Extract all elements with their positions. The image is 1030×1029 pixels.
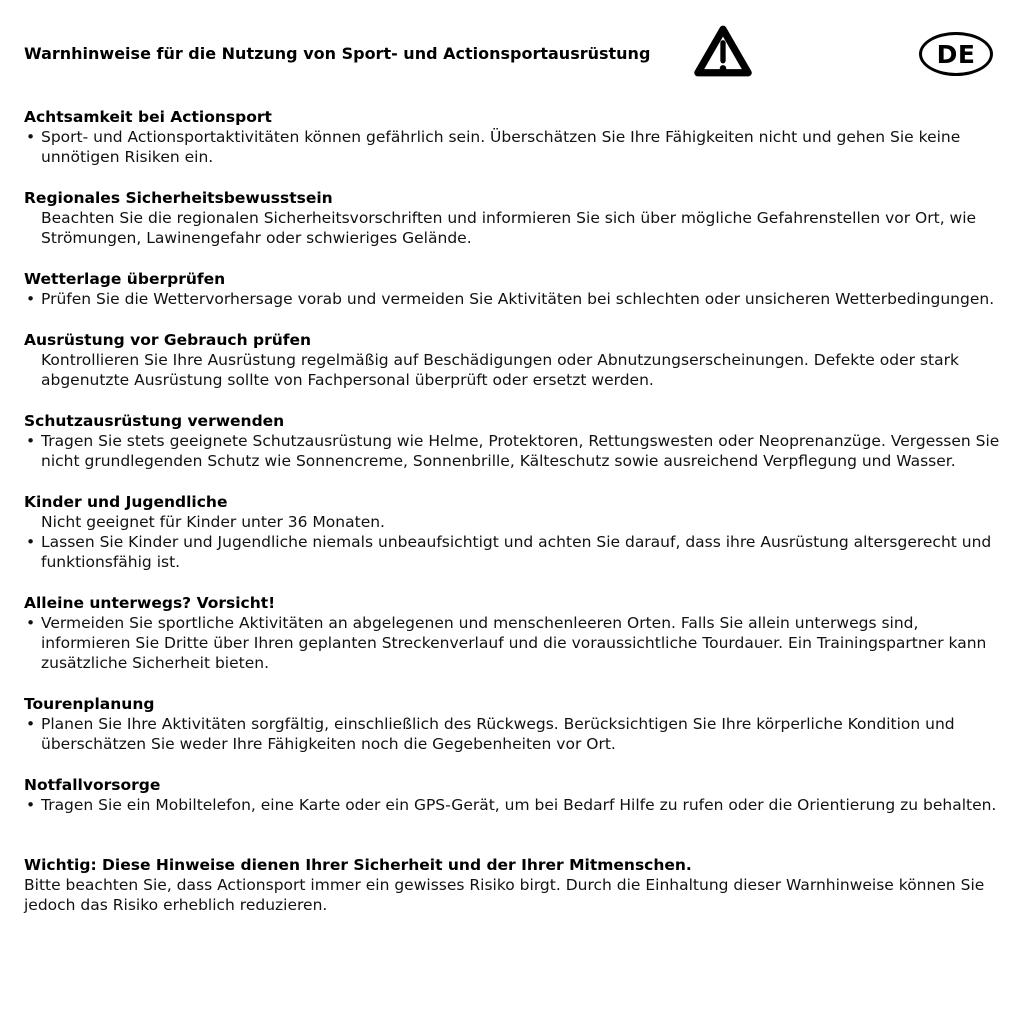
item-text: Kontrollieren Sie Ihre Ausrüstung regelmäßig auf Beschädigungen oder Abnutzungserscheinungen. Defekte oder stark abgenutzte Ausrüstung sollte von Fachpersonal überprüft oder ersetzt werden.	[41, 351, 959, 389]
language-badge: DE	[919, 32, 993, 76]
bullet-marker: •	[26, 715, 36, 733]
document-footer	[24, 855, 1004, 915]
item-text: Nicht geeignet für Kinder unter 36 Monaten.	[41, 513, 385, 531]
section-heading: Wetterlage überprüfen	[24, 270, 226, 288]
section-heading: Regionales Sicherheitsbewusstsein	[24, 189, 333, 207]
warning-section	[24, 694, 1004, 754]
section-heading: Schutzausrüstung verwenden	[24, 412, 285, 430]
item-text: Beachten Sie die regionalen Sicherheitsvorschriften und informieren Sie sich über mögliche Gefahrenstellen vor Ort, wie Strömungen, Lawinengefahr oder schwieriges Gelände.	[41, 209, 977, 247]
item-text: Lassen Sie Kinder und Jugendliche niemals unbeaufsichtigt und achten Sie darauf, dass ihre Ausrüstung altersgerecht und funktionsfähig ist.	[41, 533, 992, 571]
item-text: Planen Sie Ihre Aktivitäten sorgfältig, einschließlich des Rückwegs. Berücksichtigen Sie Ihre körperliche Kondition und überschätzen Sie weder Ihre Fähigkeiten noch die Gegebenheiten vor Ort.	[41, 715, 955, 753]
warning-section	[24, 775, 1004, 815]
bullet-item	[24, 795, 1004, 815]
warning-section	[24, 330, 1004, 390]
section-heading: Achtsamkeit bei Actionsport	[24, 108, 272, 126]
warning-section	[24, 593, 1004, 673]
footer-text: Bitte beachten Sie, dass Actionsport immer ein gewisses Risiko birgt. Durch die Einhaltung dieser Warnhinweise können Sie jedoch das Risiko erheblich reduzieren.	[24, 876, 985, 914]
item-text: Sport- und Actionsportaktivitäten können gefährlich sein. Überschätzen Sie Ihre Fähigkeiten nicht und gehen Sie keine unnötigen Risiken ein.	[41, 128, 961, 166]
bullet-item	[24, 532, 1004, 572]
warning-section	[24, 411, 1004, 471]
bullet-marker: •	[26, 290, 36, 308]
warning-section	[24, 269, 1004, 309]
bullet-item	[24, 613, 1004, 673]
text-item	[24, 512, 1004, 532]
section-heading: Ausrüstung vor Gebrauch prüfen	[24, 331, 312, 349]
item-text: Prüfen Sie die Wettervorhersage vorab und vermeiden Sie Aktivitäten bei schlechten oder unsicheren Wetterbedingungen.	[41, 290, 995, 308]
bullet-marker: •	[26, 128, 36, 146]
item-text: Vermeiden Sie sportliche Aktivitäten an abgelegenen und menschenleeren Orten. Falls Sie allein unterwegs sind, informieren Sie Dritte über Ihren geplanten Streckenverlauf und die voraussichtliche Tourdauer. Ein Trainingspartner kann zusätzliche Sicherheit bieten.	[41, 614, 987, 672]
text-item	[24, 208, 1004, 248]
section-heading: Tourenplanung	[24, 695, 155, 713]
warning-section	[24, 107, 1004, 167]
section-heading: Notfallvorsorge	[24, 776, 161, 794]
bullet-marker: •	[26, 614, 36, 632]
page-title: Warnhinweise für die Nutzung von Sport- und Actionsportausrüstung	[24, 44, 651, 63]
item-text: Tragen Sie ein Mobiltelefon, eine Karte oder ein GPS-Gerät, um bei Bedarf Hilfe zu rufen oder die Orientierung zu behalten.	[41, 796, 997, 814]
warning-section	[24, 492, 1004, 572]
bullet-item	[24, 127, 1004, 167]
section-heading: Alleine unterwegs? Vorsicht!	[24, 594, 276, 612]
item-text: Tragen Sie stets geeignete Schutzausrüstung wie Helme, Protektoren, Rettungswesten oder Neoprenanzüge. Vergessen Sie nicht grundlegenden Schutz wie Sonnencreme, Sonnenbrille, Kälteschutz sowie ausreichend Verpflegung und Wasser.	[41, 432, 1000, 470]
text-item	[24, 350, 1004, 390]
section-heading: Kinder und Jugendliche	[24, 493, 228, 511]
bullet-marker: •	[26, 796, 36, 814]
warning-triangle-icon	[694, 23, 752, 80]
bullet-item	[24, 431, 1004, 471]
bullet-marker: •	[26, 533, 36, 551]
warnings-list	[24, 107, 1004, 815]
bullet-item	[24, 714, 1004, 754]
document-header	[24, 39, 1004, 69]
bullet-item	[24, 289, 1004, 309]
warning-section	[24, 188, 1004, 248]
footer-heading: Wichtig: Diese Hinweise dienen Ihrer Sicherheit und der Ihrer Mitmenschen.	[24, 856, 692, 874]
bullet-marker: •	[26, 432, 36, 450]
